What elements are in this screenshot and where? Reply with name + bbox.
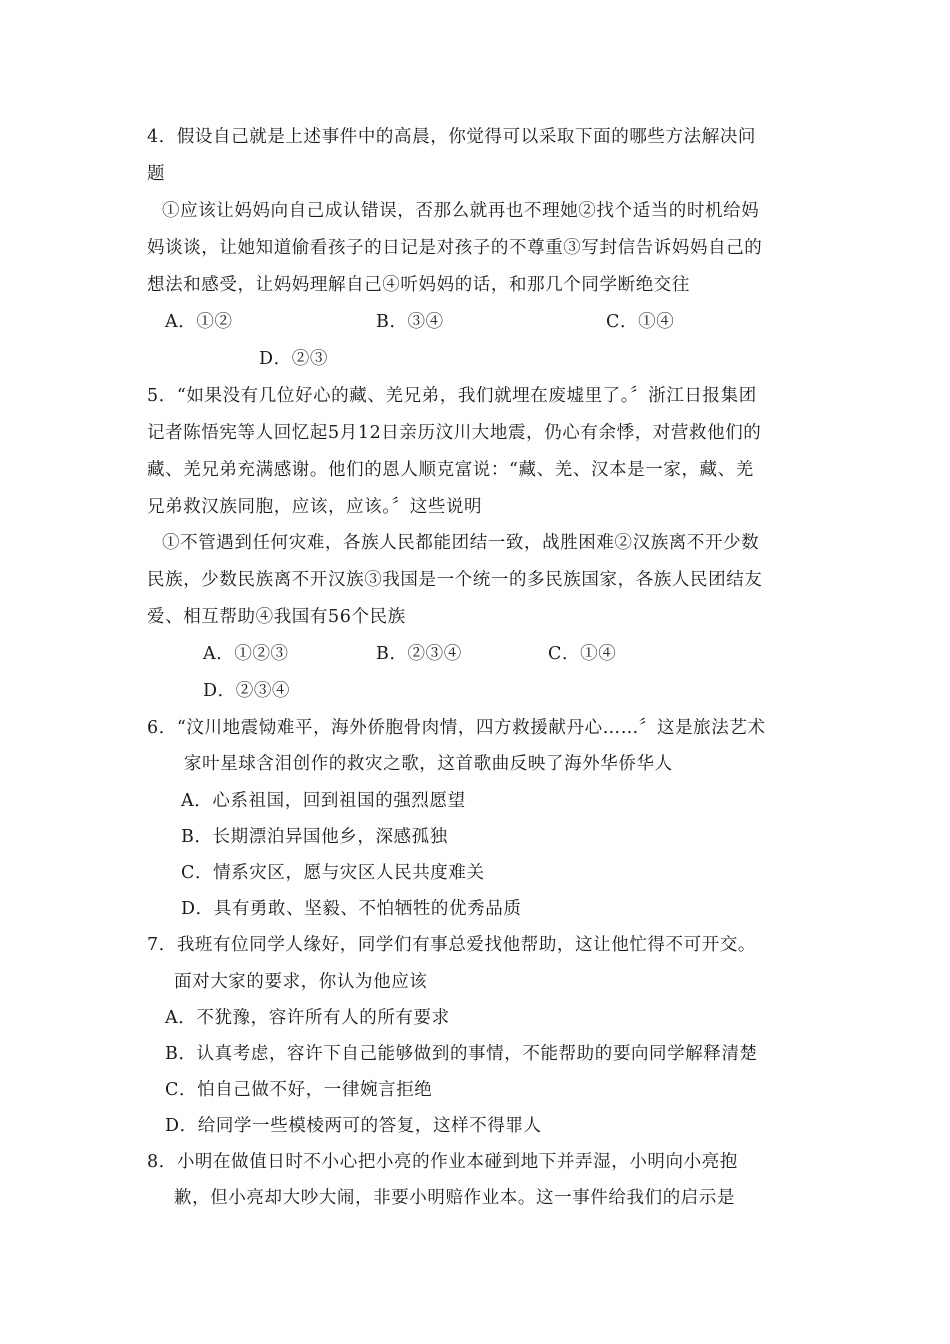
q7-stem-line-1: 7．我班有位同学人缘好，同学们有事总爱找他帮助，这让他忙得不可开交。: [147, 935, 757, 955]
q5-stem-line-4: 兄弟救汉族同胞，应该，应该。〞这些说明: [147, 497, 483, 517]
q5-stem-line-2: 记者陈悟宪等人回忆起5月12日亲历汶川大地震，仍心有余悸，对营救他们的: [147, 423, 762, 443]
q4-items-line-3: 想法和感受，让妈妈理解自己④听妈妈的话，和那几个同学断绝交往: [147, 275, 690, 295]
q6-option-d: D．具有勇敢、坚毅、不怕牺牲的优秀品质: [181, 899, 522, 919]
q4-option-c: C．①④: [606, 312, 675, 332]
q5-option-c: C．①④: [548, 644, 617, 664]
q6-option-a: A．心系祖国，回到祖国的强烈愿望: [181, 791, 466, 811]
q8-stem-line-1: 8．小明在做值日时不小心把小亮的作业本碰到地下并弄湿，小明向小亮抱: [147, 1152, 738, 1172]
q5-option-a: A．①②③: [203, 644, 289, 664]
q5-items-line-3: 爱、相互帮助④我国有56个民族: [147, 607, 406, 627]
q5-items-line-2: 民族，少数民族离不开汉族③我国是一个统一的多民族国家，各族人民团结友: [147, 570, 763, 590]
q6-stem-line-1: 6．“汶川地震恸难平，海外侨胞骨肉情，四方救援献丹心……〞这是旅法艺术: [147, 718, 766, 738]
q7-option-d: D．给同学一些模棱两可的答复，这样不得罪人: [165, 1116, 542, 1136]
q7-stem-line-2: 面对大家的要求，你认为他应该: [174, 972, 428, 992]
q4-stem-line-2: 题: [147, 164, 166, 184]
q4-items-line-1: ①应该让妈妈向自己成认错误，否那么就再也不理她②找个适当的时机给妈: [162, 201, 760, 221]
q4-stem-line-1: 4．假设自己就是上述事件中的高晨，你觉得可以采取下面的哪些方法解决问: [147, 127, 757, 147]
q4-option-d: D．②③: [259, 349, 328, 369]
q5-option-b: B．②③④: [376, 644, 462, 664]
q7-option-a: A．不犹豫，容许所有人的所有要求: [165, 1008, 450, 1028]
q6-option-b: B．长期漂泊异国他乡，深感孤独: [181, 827, 448, 847]
q6-stem-line-2: 家叶星球含泪创作的救灾之歌，这首歌曲反映了海外华侨华人: [184, 754, 673, 774]
q4-items-line-2: 妈谈谈，让她知道偷看孩子的日记是对孩子的不尊重③写封信告诉妈妈自己的: [147, 238, 763, 258]
q5-stem-line-1: 5．“如果没有几位好心的藏、羌兄弟，我们就埋在废墟里了。〞浙江日报集团: [147, 386, 757, 406]
q7-option-b: B．认真考虑，容许下自己能够做到的事情，不能帮助的要向同学解释清楚: [165, 1044, 758, 1064]
q5-option-d: D．②③④: [203, 681, 291, 701]
q4-option-a: A．①②: [165, 312, 233, 332]
q8-stem-line-2: 歉，但小亮却大吵大闹，非要小明赔作业本。这一事件给我们的启示是: [174, 1188, 736, 1208]
q4-option-b: B．③④: [376, 312, 444, 332]
q5-items-line-1: ①不管遇到任何灾难，各族人民都能团结一致，战胜困难②汉族离不开少数: [162, 533, 760, 553]
q6-option-c: C．情系灾区，愿与灾区人民共度难关: [181, 863, 485, 883]
q5-stem-line-3: 藏、羌兄弟充满感谢。他们的恩人顺克富说：“藏、羌、汉本是一家，藏、羌: [147, 460, 754, 480]
q7-option-c: C．怕自己做不好，一律婉言拒绝: [165, 1080, 433, 1100]
